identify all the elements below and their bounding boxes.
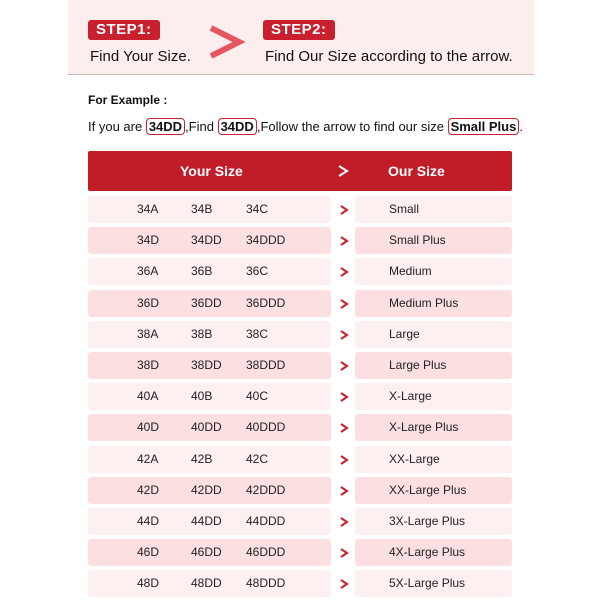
our-size-cell xyxy=(355,477,512,504)
table-row xyxy=(88,352,512,379)
your-size-value: 34A xyxy=(137,202,159,216)
header-our-size: Our Size xyxy=(388,163,445,179)
your-size-value: 38DD xyxy=(191,357,222,372)
our-size-value: 3X-Large Plus xyxy=(389,513,466,528)
our-size-value: XX-Large Plus xyxy=(389,482,467,497)
your-size-value: 48DDD xyxy=(246,576,286,591)
example-part3: ,Follow the arrow to find our size xyxy=(256,119,448,134)
row-arrow-icon xyxy=(339,267,349,277)
your-size-cell xyxy=(88,508,331,535)
our-size-value: X-Large xyxy=(389,389,432,404)
row-arrow-icon xyxy=(339,392,349,402)
your-size-value: 44DDD xyxy=(246,513,286,528)
row-arrow-icon xyxy=(339,455,349,465)
table-row xyxy=(88,539,512,566)
our-size-cell xyxy=(355,446,512,473)
your-size-value: 38B xyxy=(191,326,213,341)
our-size-cell xyxy=(355,539,512,566)
your-size-value: 34B xyxy=(191,202,213,216)
our-size-cell xyxy=(355,383,512,410)
your-size-value: 36B xyxy=(191,264,213,279)
example-sentence xyxy=(88,119,523,134)
your-size-cell xyxy=(88,258,331,285)
table-row xyxy=(88,196,512,223)
our-size-value: XX-Large xyxy=(389,451,440,466)
table-row xyxy=(88,570,512,597)
header-divider xyxy=(68,74,534,75)
table-row xyxy=(88,258,512,285)
your-size-value: 44D xyxy=(137,513,160,528)
your-size-value: 40B xyxy=(191,389,213,404)
row-arrow-icon xyxy=(339,205,349,215)
row-arrow-icon xyxy=(339,299,349,309)
header-arrow-icon xyxy=(336,164,350,178)
our-size-cell xyxy=(355,321,512,348)
table-row xyxy=(88,227,512,254)
row-arrow-icon xyxy=(339,361,349,371)
our-size-value: X-Large Plus xyxy=(389,420,459,435)
our-size-value: Small Plus xyxy=(389,233,446,248)
your-size-value: 40D xyxy=(137,420,160,435)
our-size-cell xyxy=(355,352,512,379)
your-size-value: 40C xyxy=(246,389,269,404)
row-arrow-icon xyxy=(339,330,349,340)
table-row xyxy=(88,321,512,348)
your-size-value: 44DD xyxy=(191,513,222,528)
your-size-value: 38A xyxy=(137,326,159,341)
our-size-value: Medium Plus xyxy=(389,295,459,310)
your-size-value: 34DD xyxy=(191,233,222,248)
your-size-value: 34C xyxy=(246,202,269,216)
your-size-value: 36A xyxy=(137,264,159,279)
your-size-cell xyxy=(88,477,331,504)
our-size-cell xyxy=(355,258,512,285)
row-arrow-icon xyxy=(339,579,349,589)
size-table-body xyxy=(88,196,512,601)
our-size-value: Small xyxy=(389,202,420,216)
your-size-cell xyxy=(88,383,331,410)
your-size-value: 42C xyxy=(246,451,269,466)
step1-badge: STEP1: xyxy=(88,20,160,40)
row-arrow-icon xyxy=(339,423,349,433)
table-row xyxy=(88,414,512,441)
row-arrow-icon xyxy=(339,517,349,527)
example-part4: . xyxy=(519,119,523,134)
your-size-value: 48DD xyxy=(191,576,222,591)
your-size-value: 42B xyxy=(191,451,213,466)
your-size-cell xyxy=(88,414,331,441)
your-size-value: 42DD xyxy=(191,482,222,497)
step-chevron-icon xyxy=(205,24,247,60)
table-row xyxy=(88,290,512,317)
our-size-value: Medium xyxy=(389,264,432,279)
your-size-cell xyxy=(88,539,331,566)
your-size-cell xyxy=(88,570,331,597)
our-size-cell xyxy=(355,508,512,535)
your-size-value: 42D xyxy=(137,482,160,497)
your-size-cell xyxy=(88,352,331,379)
your-size-value: 38DDD xyxy=(246,357,286,372)
our-size-value: Large Plus xyxy=(389,357,447,372)
table-row xyxy=(88,446,512,473)
table-row xyxy=(88,508,512,535)
your-size-value: 36C xyxy=(246,264,269,279)
header-your-size: Your Size xyxy=(180,163,243,179)
your-size-value: 40DD xyxy=(191,420,222,435)
your-size-cell xyxy=(88,446,331,473)
your-size-value: 46D xyxy=(137,545,160,560)
example-size1: 34DD xyxy=(146,118,185,135)
your-size-cell xyxy=(88,290,331,317)
our-size-value: 4X-Large Plus xyxy=(389,545,466,560)
your-size-value: 40A xyxy=(137,389,159,404)
our-size-cell xyxy=(355,227,512,254)
our-size-value: Large xyxy=(389,326,420,341)
your-size-value: 36D xyxy=(137,295,160,310)
your-size-cell xyxy=(88,196,331,223)
your-size-value: 46DD xyxy=(191,545,222,560)
our-size-cell xyxy=(355,414,512,441)
our-size-cell xyxy=(355,196,512,223)
your-size-cell xyxy=(88,321,331,348)
your-size-value: 38C xyxy=(246,326,269,341)
our-size-value: 5X-Large Plus xyxy=(389,576,466,591)
your-size-value: 40DDD xyxy=(246,420,286,435)
example-label: For Example : xyxy=(88,93,168,107)
your-size-value: 38D xyxy=(137,357,160,372)
example-result: Small Plus xyxy=(448,118,520,135)
your-size-value: 46DDD xyxy=(246,545,286,560)
your-size-value: 34DDD xyxy=(246,233,286,248)
our-size-cell xyxy=(355,570,512,597)
your-size-cell xyxy=(88,227,331,254)
your-size-value: 36DDD xyxy=(246,295,286,310)
table-row xyxy=(88,383,512,410)
your-size-value: 42DDD xyxy=(246,482,286,497)
row-arrow-icon xyxy=(339,236,349,246)
step2-text: Find Our Size according to the arrow. xyxy=(265,48,513,65)
row-arrow-icon xyxy=(339,548,349,558)
example-size2: 34DD xyxy=(218,118,257,135)
row-arrow-icon xyxy=(339,486,349,496)
our-size-cell xyxy=(355,290,512,317)
your-size-value: 36DD xyxy=(191,295,222,310)
your-size-value: 42A xyxy=(137,451,159,466)
example-part1: If you are xyxy=(88,119,146,134)
your-size-value: 34D xyxy=(137,233,160,248)
step2-badge: STEP2: xyxy=(263,20,335,40)
example-part2: ,Find xyxy=(185,119,218,134)
table-row xyxy=(88,477,512,504)
size-table-header xyxy=(88,151,512,191)
your-size-value: 48D xyxy=(137,576,160,591)
step1-text: Find Your Size. xyxy=(90,48,191,65)
